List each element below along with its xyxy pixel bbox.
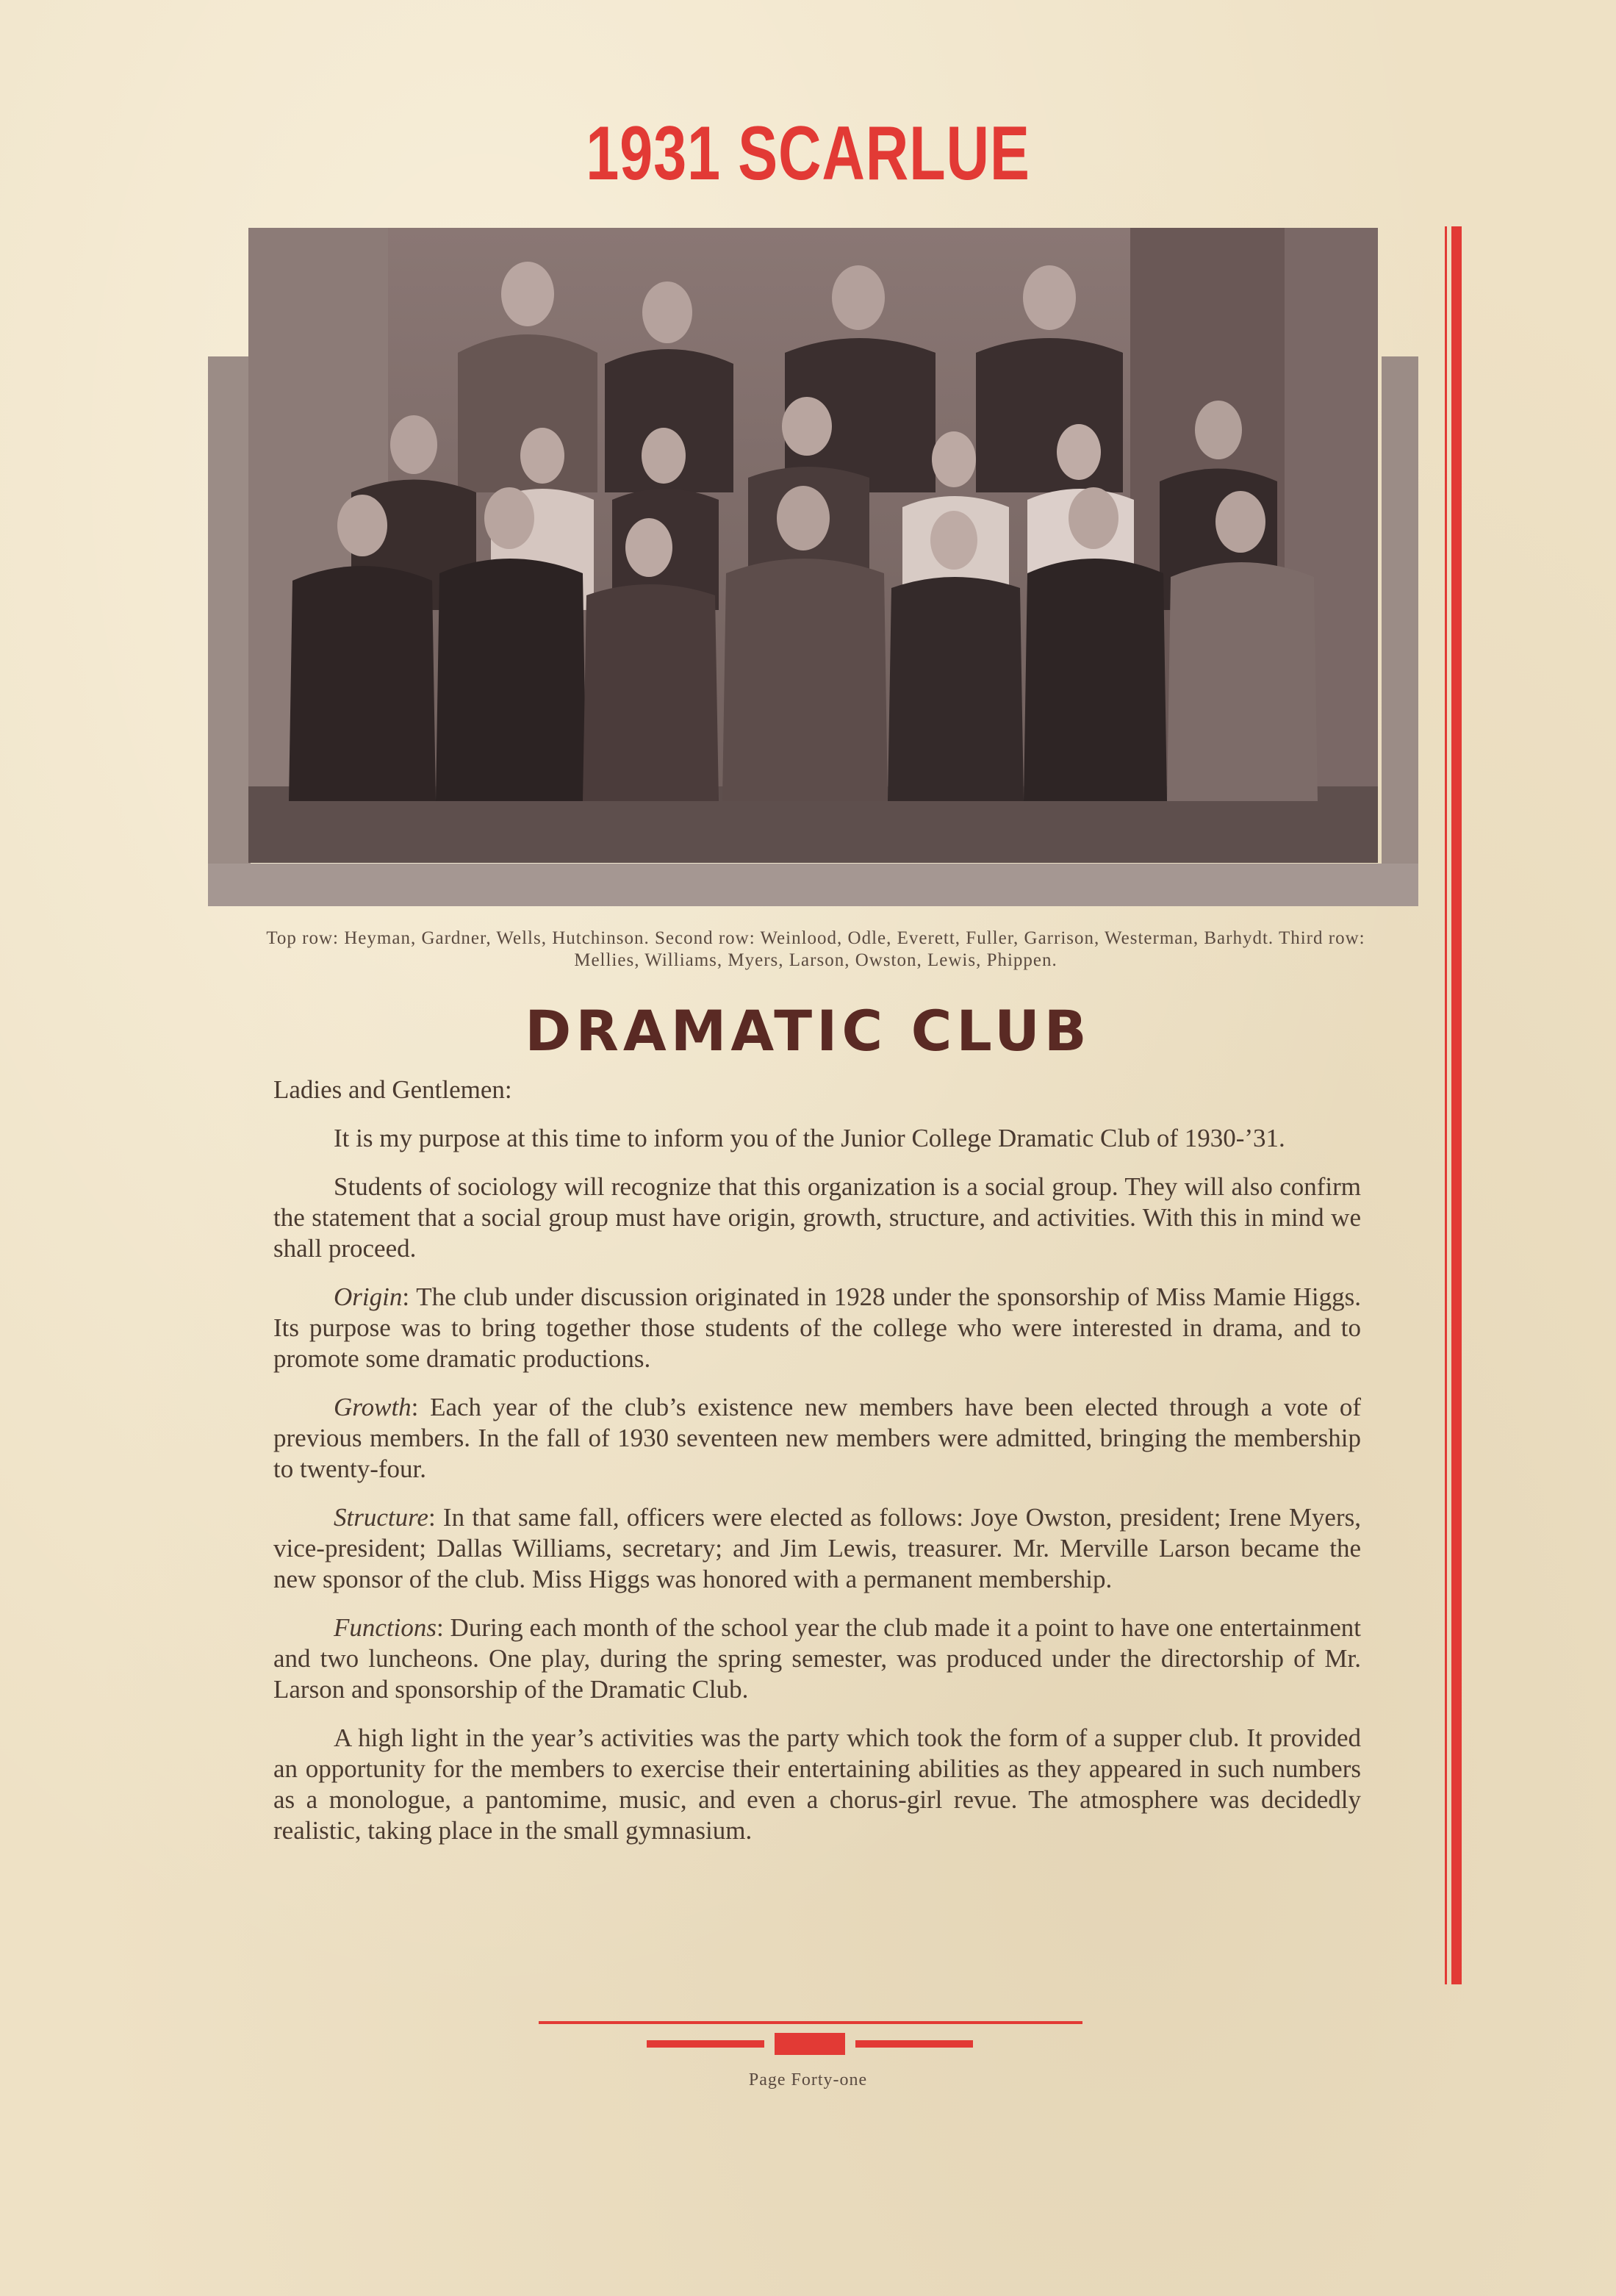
functions-label: Functions [334, 1613, 437, 1642]
paragraph-structure [273, 1502, 1361, 1595]
photo-mount-right [1382, 356, 1418, 906]
page-number: Page Forty-one [748, 2070, 868, 2089]
group-photo [248, 228, 1378, 863]
growth-label: Growth [334, 1393, 412, 1421]
paragraph-highlight: A high light in the year’s activities was the party which took the form of a supper club. It provided an opportunity for the members to exercise their entertaining abilities as they appeared in such numbers as a monologue, a pantomime, music, and even a chorus-girl revue. The atmosphere was decidedly realistic, taking place in the small gymnasium. [273, 1723, 1361, 1845]
structure-text: : In that same fall, officers were elected as follows: Joye Owston, president; Irene Myers, vice-president; Dallas Williams, secretary; and Jim Lewis, treasurer. Mr. Merville Larson became the new sponsor of the club. Miss Higgs was honored with a permanent membership. [273, 1503, 1361, 1593]
structure-label: Structure [334, 1503, 428, 1532]
group-photo-illustration [248, 228, 1378, 863]
footer-right-bar [855, 2040, 973, 2048]
footer-top-line [539, 2021, 1082, 2024]
paragraph-functions [273, 1612, 1361, 1705]
paragraph-sociology: Students of sociology will recognize that this organization is a social group. They will also confirm the statement that a social group must have origin, growth, structure, and activities. With this in mind we shall proceed. [273, 1172, 1361, 1263]
paragraph-growth [273, 1392, 1361, 1485]
right-thin-rule [1445, 226, 1447, 1984]
article-body [273, 1075, 1361, 1864]
footer-left-bar [647, 2040, 764, 2048]
photo-mount-bottom [208, 864, 1418, 906]
origin-label: Origin [334, 1282, 403, 1311]
functions-text: : During each month of the school year the club made it a point to have one entertainment and two luncheons. One play, during the spring semester, was produced under the directorship of Mr. Larson and sponsorship of the Dramatic Club. [273, 1613, 1361, 1704]
growth-text: : Each year of the club’s existence new members have been elected through a vote of previous members. In the fall of 1930 seventeen new members were admitted, bringing the membership to twenty-four. [273, 1393, 1361, 1483]
yearbook-title: 1931 SCARLUE [586, 111, 1030, 196]
photo-caption: Top row: Heyman, Gardner, Wells, Hutchinson. Second row: Weinlood, Odle, Everett, Fuller, Garrison, Westerman, Barhydt. Third row: Mellies, Williams, Myers, Larson, Owston, Lewis, Phippen. [266, 928, 1365, 970]
origin-text: : The club under discussion originated in 1928 under the sponsorship of Miss Mamie Higgs. Its purpose was to bring together those students of the college who were interested in drama, and to promote some dramatic productions. [273, 1282, 1361, 1373]
right-thick-rule [1451, 226, 1462, 1984]
paragraph-intro: It is my purpose at this time to inform you of the Junior College Dramatic Club of 1930-’31. [334, 1124, 1285, 1152]
paragraph-origin [273, 1282, 1361, 1374]
salutation: Ladies and Gentlemen: [273, 1075, 512, 1104]
section-title: DRAMATIC CLUB [525, 998, 1091, 1063]
footer-center-block [775, 2033, 845, 2055]
photo-mount-left [208, 356, 251, 906]
